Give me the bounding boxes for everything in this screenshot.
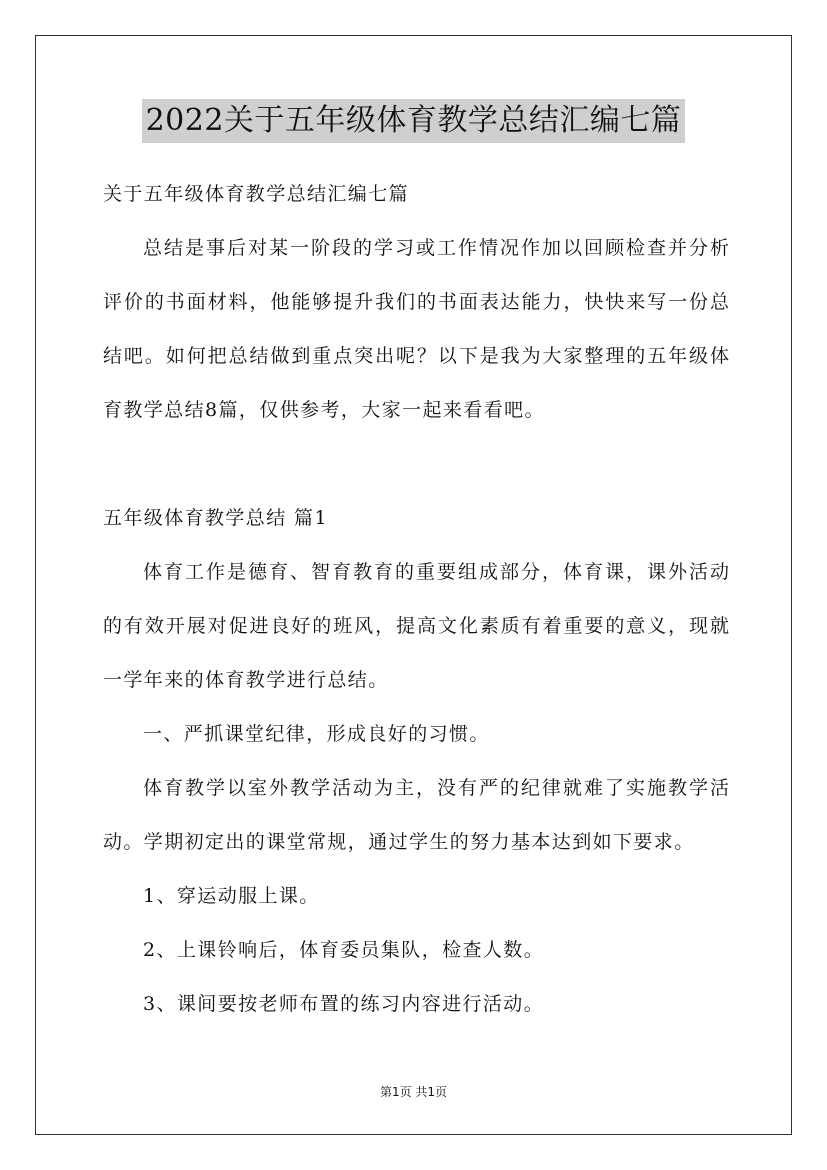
section-line: 2、上课铃响后，体育委员集队，检查人数。 <box>143 939 545 961</box>
document-title: 2022关于五年级体育教学总结汇编七篇 <box>142 99 686 143</box>
section-line: 1、穿运动服上课。 <box>143 885 320 907</box>
section-line: 体育工作是德育、智育教育的重要组成部分，体育课，课外活动 <box>143 561 729 583</box>
section-line: 一学年来的体育教学进行总结。 <box>103 669 389 691</box>
page-footer: 第1页 共1页 <box>379 1085 448 1099</box>
document-subtitle: 关于五年级体育教学总结汇编七篇 <box>103 183 410 205</box>
intro-line: 总结是事后对某一阶段的学习或工作情况作加以回顾检查并分析 <box>143 237 729 259</box>
intro-line: 结吧。如何把总结做到重点突出呢？以下是我为大家整理的五年级体 <box>103 345 729 367</box>
intro-line: 育教学总结8篇，仅供参考，大家一起来看看吧。 <box>103 399 545 421</box>
title-container <box>0 99 827 143</box>
section-line: 体育教学以室外教学活动为主，没有严的纪律就难了实施教学活 <box>143 777 729 799</box>
section-heading: 五年级体育教学总结 篇1 <box>103 507 328 529</box>
section-line: 3、课间要按老师布置的练习内容进行活动。 <box>143 993 545 1015</box>
section-line: 一、严抓课堂纪律，形成良好的习惯。 <box>143 723 490 745</box>
intro-line: 评价的书面材料，他能够提升我们的书面表达能力，快快来写一份总 <box>103 291 729 313</box>
section-line: 动。学期初定出的课堂常规，通过学生的努力基本达到如下要求。 <box>103 831 695 853</box>
section-line: 的有效开展对促进良好的班风，提高文化素质有着重要的意义，现就 <box>103 615 729 637</box>
